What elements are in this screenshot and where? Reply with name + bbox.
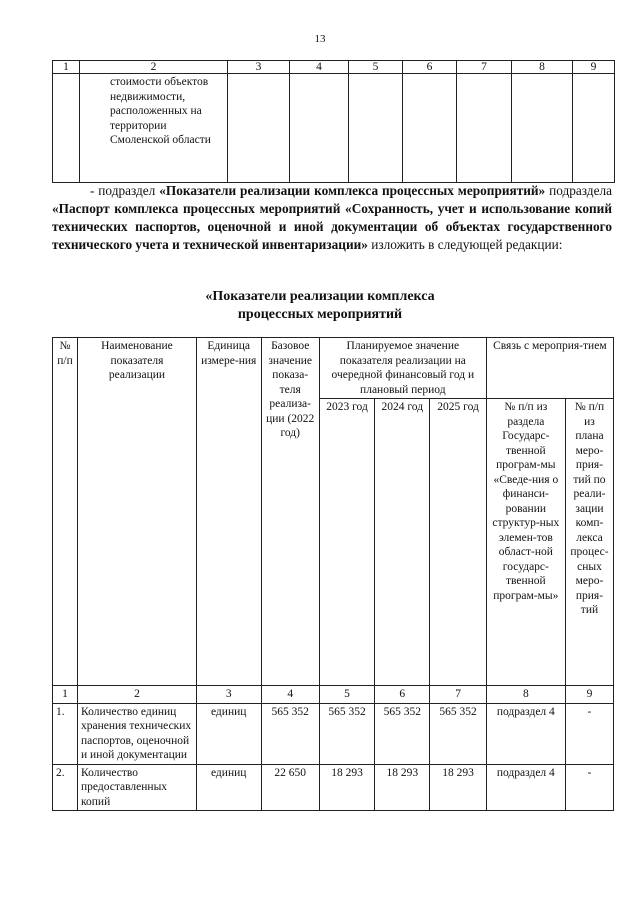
row-2023: 565 352	[319, 703, 374, 764]
row-link-plan: -	[565, 764, 613, 811]
row-text: стоимости объектов недвижимости, расположенных на территории Смоленской области	[80, 74, 228, 183]
row-name: Количество единиц хранения технических паспортов, оценочной и иной документации	[78, 703, 197, 764]
col-number: 9	[565, 686, 613, 704]
row-base: 22 650	[261, 764, 319, 811]
col-number: 7	[457, 61, 512, 74]
col-number: 4	[261, 686, 319, 704]
page-number: 13	[314, 33, 326, 45]
col-number: 8	[512, 61, 573, 74]
table-row	[53, 703, 614, 764]
row-link-plan: -	[565, 703, 613, 764]
col-number: 4	[290, 61, 349, 74]
col-number: 2	[80, 61, 228, 74]
row-unit: единиц	[196, 764, 261, 811]
row-2024: 18 293	[375, 764, 430, 811]
col-number: 6	[403, 61, 457, 74]
header-planned: Планируемое значение показателя реализации на очередной финансовый год и плановый период	[319, 338, 486, 399]
column-number-row	[53, 61, 615, 74]
row-2025: 18 293	[430, 764, 486, 811]
header-2024: 2024 год	[375, 399, 430, 686]
row-base: 565 352	[261, 703, 319, 764]
header-link: Связь с мероприя-тием	[486, 338, 613, 399]
row-link-program: подраздел 4	[486, 703, 565, 764]
header-link-program: № п/п из раздела Государс-твенной програм-мы «Сведе-ния о финанси-ровании структур-ных элемен-тов област-ной государс-твенной програм-мы»	[486, 399, 565, 686]
col-number: 1	[53, 686, 78, 704]
row-2023: 18 293	[319, 764, 374, 811]
row-link-program: подраздел 4	[486, 764, 565, 811]
row-unit: единиц	[196, 703, 261, 764]
row-2025: 565 352	[430, 703, 486, 764]
col-number: 8	[486, 686, 565, 704]
col-number: 3	[228, 61, 290, 74]
col-number: 3	[196, 686, 261, 704]
col-number: 7	[430, 686, 486, 704]
header-link-plan: № п/п из плана меро-прия-тий по реали-зации комп-лекса процес-сных меро-прия-тий	[565, 399, 613, 686]
table-row	[53, 764, 614, 811]
header-base: Базовое значение показа-теля реализа-ции (2022 год)	[261, 338, 319, 686]
indicators-table	[52, 337, 614, 811]
section-title: «Показатели реализации комплекса процессных мероприятий	[205, 289, 435, 322]
col-number: 5	[319, 686, 374, 704]
header-name: Наименование показателя реализации	[78, 338, 197, 686]
row-num: 2.	[53, 764, 78, 811]
header-unit: Единица измере-ния	[196, 338, 261, 686]
column-number-row	[53, 686, 614, 704]
col-number: 5	[349, 61, 403, 74]
header-num: № п/п	[53, 338, 78, 686]
header-row	[53, 338, 614, 399]
col-number: 2	[78, 686, 197, 704]
continued-table	[52, 60, 615, 183]
header-2023: 2023 год	[319, 399, 374, 686]
table-row	[53, 74, 615, 183]
col-number: 6	[375, 686, 430, 704]
row-num: 1.	[53, 703, 78, 764]
header-2025: 2025 год	[430, 399, 486, 686]
row-2024: 565 352	[375, 703, 430, 764]
col-number: 1	[53, 61, 80, 74]
col-number: 9	[573, 61, 615, 74]
row-name: Количество предоставленных копий	[78, 764, 197, 811]
instruction-paragraph: - подраздел «Показатели реализации комплекса процессных мероприятий» подраздела «Паспорт комплекса процессных мероприятий «Сохранность, учет и использование копий технических паспортов, оценочной и иной документации об объектах государственного технического учета и технической инвентаризации» изложить в следующей редакции:	[52, 183, 613, 252]
